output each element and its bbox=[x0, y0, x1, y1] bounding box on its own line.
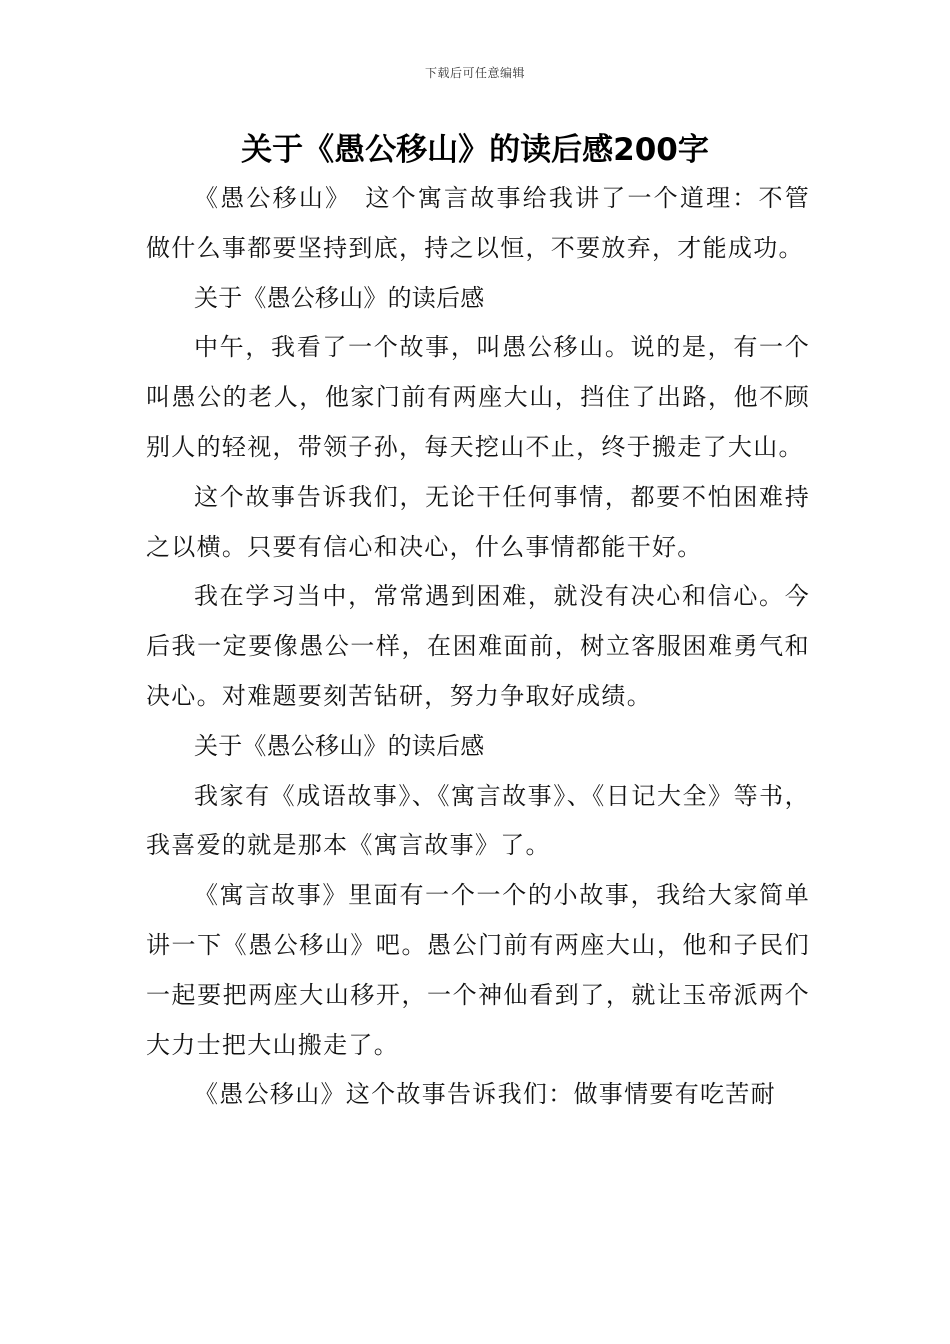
header-note: 下载后可任意编辑 bbox=[424, 66, 525, 80]
paragraph: 我家有《成语故事》、《寓言故事》、《日记大全》等书，我喜爱的就是那本《寓言故事》了。 bbox=[146, 781, 810, 860]
paragraph: 《寓言故事》里面有一个一个的小故事，我给大家简单讲一下《愚公移山》吧。愚公门前有两座大山，他和子民们一起要把两座大山移开，一个神仙看到了，就让玉帝派两个大力士把大山搬走了。 bbox=[146, 881, 810, 1059]
paragraph: 《愚公移山》这个故事告诉我们：做事情要有吃苦耐 bbox=[194, 1080, 776, 1109]
section-heading: 关于《愚公移山》的读后感 bbox=[194, 283, 485, 312]
paragraph: 这个故事告诉我们，无论干任何事情，都要不怕困难持之以横。只要有信心和决心，什么事情都能干好。 bbox=[146, 482, 810, 561]
section-heading: 关于《愚公移山》的读后感 bbox=[194, 731, 485, 760]
document-title: 关于《愚公移山》的读后感200字 bbox=[241, 132, 709, 168]
paragraph-intro: 《愚公移山》 这个寓言故事给我讲了一个道理：不管做什么事都要坚持到底，持之以恒，不要放弃，才能成功。 bbox=[146, 184, 810, 262]
paragraph: 中午，我看了一个故事，叫愚公移山。说的是，有一个叫愚公的老人，他家门前有两座大山，挡住了出路，他不顾别人的轻视，带领子孙，每天挖山不止，终于搬走了大山。 bbox=[146, 333, 810, 461]
document-body bbox=[146, 174, 810, 1120]
paragraph: 我在学习当中，常常遇到困难，就没有决心和信心。今后我一定要像愚公一样，在困难面前，树立客服困难勇气和决心。对难题要刻苦钻研，努力争取好成绩。 bbox=[146, 582, 810, 710]
